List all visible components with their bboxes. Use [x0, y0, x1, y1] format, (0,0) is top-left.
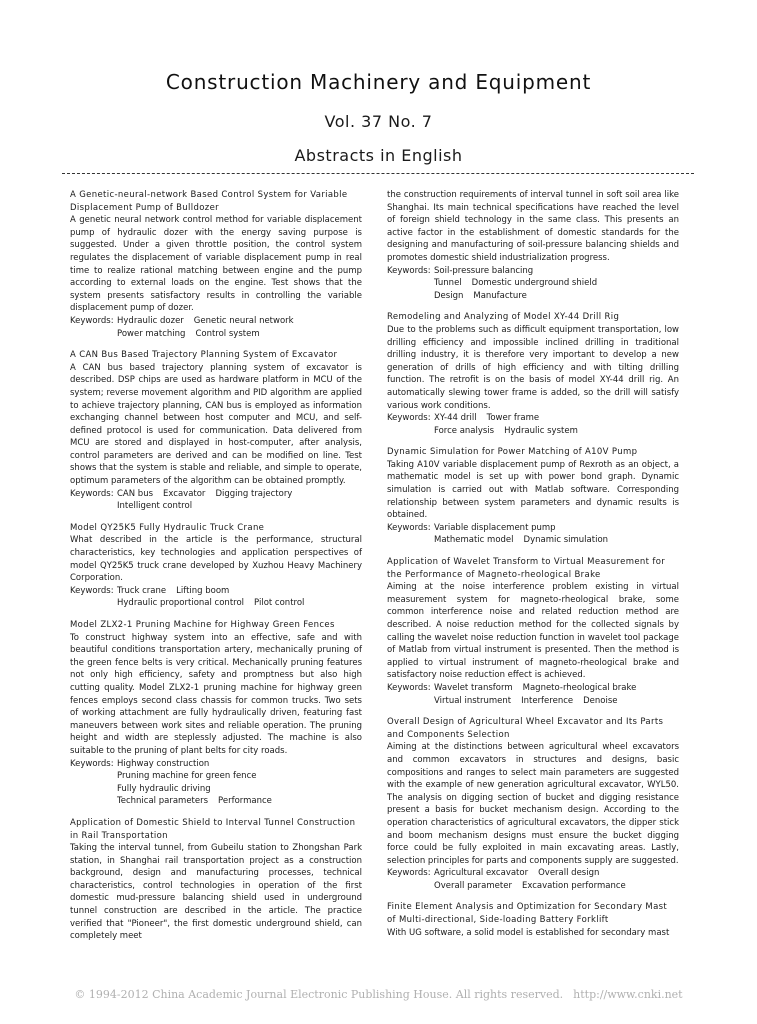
- keywords-label: Keywords:: [70, 488, 114, 499]
- abstract-body: Taking A10V variable displacement pump of Rexroth as an object, a mathematic model is set up with power bond graph. Dynamic simulation is carried out with Matlab software. Corresponding relationship between system parameters and dynamic results is obtained.: [387, 459, 679, 521]
- keywords-row: [387, 265, 679, 278]
- keywords-row: [387, 534, 679, 547]
- keyword: Overall design: [538, 868, 600, 879]
- abstract-body: With UG software, a solid model is established for secondary mast: [387, 927, 670, 938]
- abstract-entry: [70, 522, 362, 610]
- abstract-title: Model QY25K5 Fully Hydraulic Truck Crane: [70, 522, 265, 533]
- abstract-entry: [70, 817, 362, 943]
- keywords-row: [70, 500, 362, 513]
- keywords-row: [70, 585, 362, 598]
- abstract-body: Taking the interval tunnel, from Gubeilu station to Zhongshan Park station, in Shanghai rail transportation project as a construction background, design and manufacturing processes, technical characteristics, control technologies in operation of the first domestic mud-pressure balancing shield used in underground tunnel construction are described in the article. The practice verified that "Pioneer", the first domestic underground shield, can completely meet: [70, 843, 362, 942]
- section-title: Abstracts in English: [294, 146, 463, 165]
- abstract-body: Aiming at the distinctions between agricultural wheel excavators and common excavators in structures and designs, basic compositions and ranges to select main parameters are suggested with the example of new generation agricultural excavator, WYL50. The analysis on digging section of bucket and digging resistance present a basis for bucket mechanism design. According to the operation characteristics of agricultural excavators, the dipper stick and boom mechanism designs must ensure the bucket digging force could be fully exploited in main excavating areas. Lastly, selection principles for parts and components supply are suggested.: [387, 742, 679, 866]
- journal-title: Construction Machinery and Equipment: [165, 70, 592, 94]
- keyword: Manufacture: [473, 290, 527, 301]
- abstract-entry: [387, 716, 679, 892]
- keyword: Power matching: [117, 328, 186, 339]
- keywords-row: [387, 682, 679, 695]
- keyword: Magneto-rheological brake: [522, 682, 637, 693]
- keywords-row: [387, 290, 679, 303]
- keyword: Excavation performance: [521, 880, 626, 891]
- keyword: Agricultural excavator: [434, 868, 529, 879]
- keyword: Force analysis: [434, 425, 495, 436]
- keyword: Dynamic simulation: [523, 535, 609, 546]
- abstract-entry: [387, 311, 679, 437]
- abstract-entry: [387, 189, 679, 302]
- abstract-title: Application of Wavelet Transform to Virtual Measurement for the Performance of Magneto-rheological Brake: [387, 557, 666, 580]
- keywords-label: Keywords:: [387, 522, 431, 533]
- right-column: [387, 189, 679, 948]
- keyword: Lifting boom: [176, 585, 230, 596]
- keywords-label: Keywords:: [70, 585, 114, 596]
- keyword: CAN bus: [117, 488, 154, 499]
- left-column: [70, 189, 362, 952]
- keywords-row: [70, 770, 362, 783]
- keyword: Design: [434, 290, 464, 301]
- abstract-entry: [387, 446, 679, 547]
- abstract-body: the construction requirements of interval tunnel in soft soil area like Shanghai. Its main technical specifications have reached the level of foreign shield technology in the same class. This presents an active factor in the establishment of domestic standards for the designing and manufacturing of soil-pressure balancing shields and promotes domestic shield industrialization progress.: [387, 190, 679, 263]
- abstract-title: Application of Domestic Shield to Interval Tunnel Construction in Rail Transportation: [70, 817, 356, 841]
- keyword: Domestic underground shield: [471, 278, 598, 289]
- abstract-title: A Genetic-neural-network Based Control System for Variable Displacement Pump of Bulldozer: [70, 190, 348, 213]
- keyword: Wavelet transform: [434, 682, 513, 693]
- keyword: Tower frame: [486, 413, 540, 424]
- keyword: Variable displacement pump: [434, 522, 556, 533]
- keyword: Truck crane: [117, 585, 167, 596]
- keywords-row: [70, 783, 362, 796]
- keyword: Pruning machine for green fence: [117, 771, 257, 782]
- cnki-link[interactable]: http://www.cnki.net: [573, 988, 683, 1001]
- keywords-label: Keywords:: [70, 758, 114, 769]
- abstract-title: Model ZLX2-1 Pruning Machine for Highway Green Fences: [70, 620, 335, 630]
- abstract-entry: [387, 556, 679, 707]
- keyword: Virtual instrument: [434, 695, 512, 706]
- abstract-body: What described in the article is the performance, structural characteristics, key technologies and application perspectives of model QY25K5 truck crane developed by Xuzhou Heavy Machinery Corporation.: [70, 535, 362, 584]
- keywords-row: [387, 695, 679, 708]
- keyword: Excavator: [163, 488, 206, 499]
- keyword: Fully hydraulic driving: [117, 783, 211, 794]
- abstract-title: A CAN Bus Based Trajectory Planning System of Excavator: [70, 350, 338, 361]
- keywords-row: [70, 758, 362, 771]
- abstract-body: A CAN bus based trajectory planning system of excavator is described. DSP chips are used as hardware platform in MCU of the system; reverse movement algorithm and PID algorithm are applied to achieve trajectory planning, CAN bus is employed as information exchanging channel between host computer and MCU, and self-defined protocol is used for communication. Data delivered from MCU are stored and displayed in host-computer, after analysis, control parameters are derived and can be modified on line. Test shows that the system is stable and reliable, and simple to operate, optimum parameters of the algorithm can be obtained promptly.: [70, 362, 362, 487]
- abstract-entry: [70, 349, 362, 513]
- keywords-label: Keywords:: [387, 265, 431, 276]
- keyword: Pilot control: [254, 598, 305, 609]
- keyword: Interference: [521, 695, 574, 706]
- keyword: Hydraulic system: [504, 425, 578, 436]
- keywords-row: [387, 880, 679, 893]
- keyword: Denoise: [583, 695, 618, 706]
- abstract-title: Dynamic Simulation for Power Matching of A10V Pump: [387, 447, 638, 458]
- abstract-entry: [70, 619, 362, 808]
- keywords-label: Keywords:: [70, 315, 114, 326]
- copyright-text: © 1994-2012 China Academic Journal Electronic Publishing House. All rights reserved.: [74, 988, 564, 1001]
- keyword: Hydraulic dozer: [117, 315, 184, 326]
- keywords-row: [70, 795, 362, 808]
- keyword: Overall parameter: [434, 880, 512, 891]
- abstract-title: Remodeling and Analyzing of Model XY-44 Drill Rig: [387, 312, 620, 323]
- copyright-footer: [0, 988, 757, 1001]
- keyword: Mathematic model: [434, 535, 514, 546]
- keywords-label: Keywords:: [387, 413, 431, 424]
- keyword: Technical parameters: [117, 796, 209, 807]
- keyword: Performance: [218, 796, 272, 807]
- abstract-body: Aiming at the noise interference problem existing in virtual measurement system for magneto-rheological brake, some common interference noise and related reduction method are described. A noise reduction method for the collected signals by calling the wavelet noise reduction function in wavelet tool package of Matlab from virtual instrument is presented. Then the method is applied to virtual instrument of magneto-rheological brake and satisfactory noise reduction effect is achieved.: [387, 582, 679, 681]
- keyword: Intelligent control: [117, 501, 193, 512]
- abstract-body: To construct highway system into an effective, safe and with beautiful conditions transportation artery, mechanically pruning of the green fence belts is very critical. Mechanically pruning features not only high efficiency, safety and promptness but also high cutting quality. Model ZLX2-1 pruning machine for highway green fences employs second class chassis for common trucks. Two sets of working attachment are fully hydraulically driven, featuring fast maneuvers between work sites and reliable operation. The pruning height and width are steplessly adjusted. The machine is also suitable to the pruning of plant belts for city roads.: [70, 632, 362, 756]
- keywords-row: [70, 315, 362, 328]
- keyword: XY-44 drill: [434, 413, 477, 424]
- keyword: Hydraulic proportional control: [117, 598, 245, 609]
- keywords-row: [387, 522, 679, 535]
- keyword: Highway construction: [117, 758, 210, 769]
- abstract-body: A genetic neural network control method for variable displacement pump of hydraulic dozer with the energy saving purpose is suggested. Under a given throttle position, the control system regulates the displacement of variable displacement pump in real time to realize rational matching between engine and the pump according to external loads on the engine. Test shows that the system presents satisfactory results in controlling the variable displacement pump of dozer.: [70, 215, 362, 314]
- keywords-label: Keywords:: [387, 682, 431, 693]
- abstract-title: Finite Element Analysis and Optimization for Secondary Mast of Multi-directional, Side-loading Battery Forklift: [387, 902, 668, 926]
- keyword: Digging trajectory: [215, 488, 293, 499]
- abstract-entry: [70, 189, 362, 340]
- abstract-body: Due to the problems such as difficult equipment transportation, low drilling efficiency and impossible inclined drilling in traditional drilling industry, it is therefore very important to develop a new generation of drills of high efficiency and with tilting drilling function. The retrofit is on the basis of model XY-44 drill rig. An automatically slewing tower frame is added, so the drill will satisfy various work conditions.: [387, 324, 679, 411]
- abstract-entry: [387, 901, 679, 939]
- keyword: Soil-pressure balancing: [434, 265, 534, 276]
- issue-number: Vol. 37 No. 7: [324, 112, 433, 131]
- keywords-row: [387, 425, 679, 438]
- abstract-title: Overall Design of Agricultural Wheel Excavator and Its Parts and Components Selection: [387, 717, 664, 740]
- keywords-row: [387, 277, 679, 290]
- keywords-label: Keywords:: [387, 868, 431, 879]
- keywords-row: [387, 412, 679, 425]
- keywords-row: [70, 597, 362, 610]
- keywords-row: [387, 867, 679, 880]
- keyword: Genetic neural network: [193, 315, 294, 326]
- keyword: Tunnel: [434, 278, 462, 289]
- keyword: Control system: [195, 328, 260, 339]
- header-divider: [62, 173, 694, 174]
- keywords-row: [70, 488, 362, 501]
- keywords-row: [70, 328, 362, 341]
